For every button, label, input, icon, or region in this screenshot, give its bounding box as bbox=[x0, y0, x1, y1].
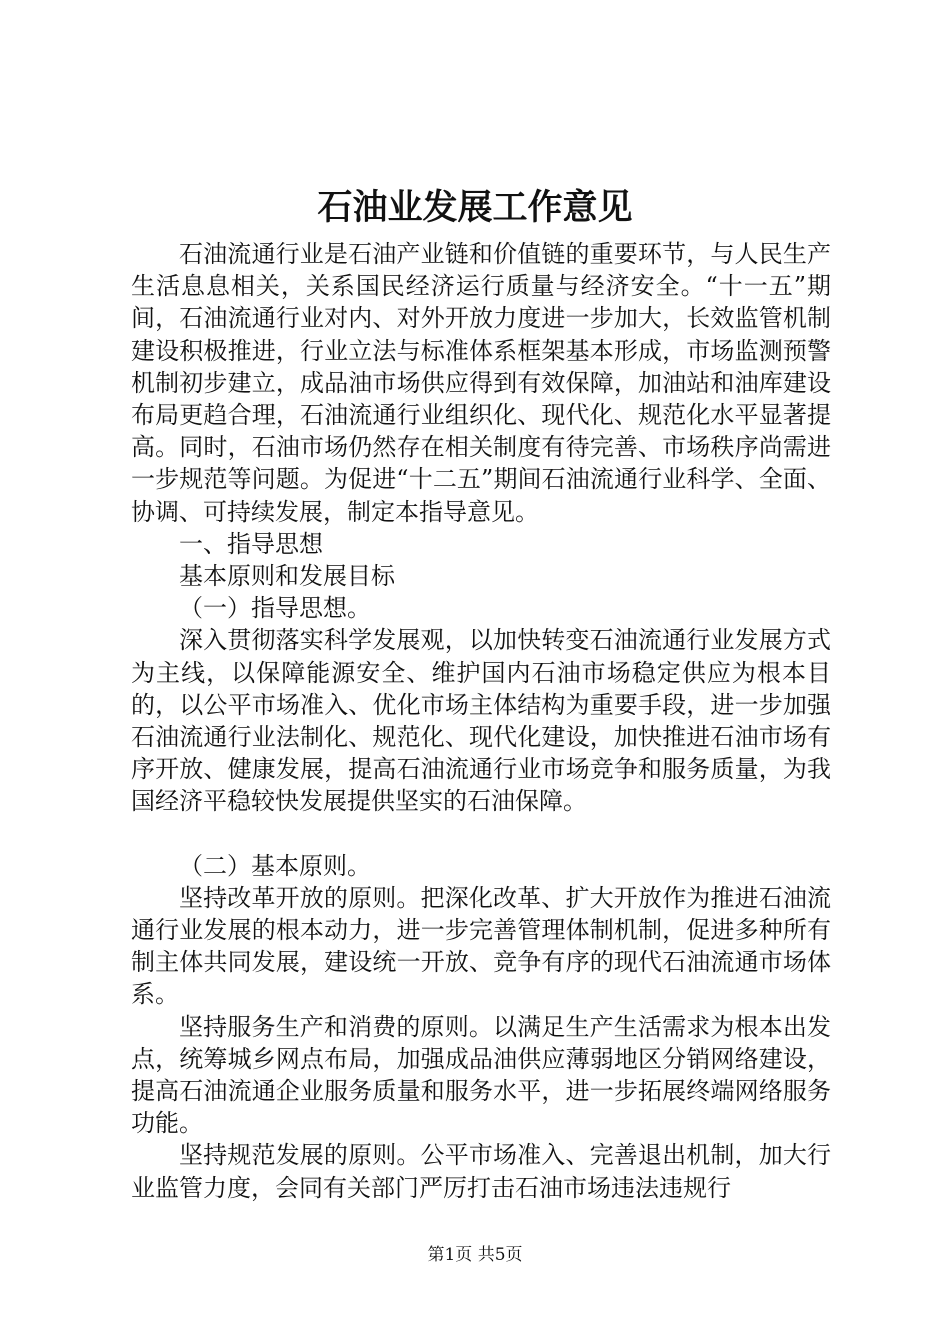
heading-principles-goals: 基本原则和发展目标 bbox=[179, 562, 395, 591]
paragraph-intro: 石油流通行业是石油产业链和价值链的重要环节，与人民生产生活息息相关，关系国民经济运行质量与经济安全。“十一五”期间，石油流通行业对内、对外开放力度进一步加大，长效监管机制建设积极推进，行业立法与标准体系框架基本形成，市场监测预警机制初步建立，成品油市场供应得到有效保障，加油站和油库建设布局更趋合理，石油流通行业组织化、现代化、规范化水平显著提高。同时，石油市场仍然存在相关制度有待完善、市场秩序尚需进一步规范等问题。为促进“十二五”期间石油流通行业科学、全面、协调、可持续发展，制定本指导意见。 bbox=[131, 240, 831, 526]
heading-section-one: 一、指导思想 bbox=[179, 529, 323, 558]
paragraph-spacer bbox=[131, 818, 831, 850]
paragraph-guiding-thought: 深入贯彻落实科学发展观，以加快转变石油流通行业发展方式为主线，以保障能源安全、维护国内石油市场稳定供应为根本目的，以公平市场准入、优化市场主体结构为重要手段，进一步加强石油流通行业法制化、规范化、现代化建设，加快推进石油市场有序开放、健康发展，提高石油流通行业市场竞争和服务质量，为我国经济平稳较快发展提供坚实的石油保障。 bbox=[131, 626, 831, 816]
paragraph-principle-service: 坚持服务生产和消费的原则。以满足生产生活需求为根本出发点，统筹城乡网点布局，加强成品油供应薄弱地区分销网络建设，提高石油流通企业服务质量和服务水平，进一步拓展终端网络服务功能。 bbox=[131, 1012, 831, 1138]
document-body bbox=[131, 238, 831, 1204]
paragraph-principle-reform: 坚持改革开放的原则。把深化改革、扩大开放作为推进石油流通行业发展的根本动力，进一步完善管理体制机制，促进多种所有制主体共同发展，建设统一开放、竞争有序的现代石油流通市场体系。 bbox=[131, 883, 831, 1009]
page-title: 石油业发展工作意见 bbox=[317, 187, 633, 228]
page-number-footer: 第1页 共5页 bbox=[427, 1245, 523, 1265]
paragraph-principle-regulation: 坚持规范发展的原则。公平市场准入、完善退出机制，加大行业监管力度，会同有关部门严厉打击石油市场违法违规行 bbox=[131, 1141, 831, 1202]
heading-basic-principles: （二）基本原则。 bbox=[179, 851, 371, 880]
heading-guiding-thought: （一）指导思想。 bbox=[179, 594, 371, 623]
